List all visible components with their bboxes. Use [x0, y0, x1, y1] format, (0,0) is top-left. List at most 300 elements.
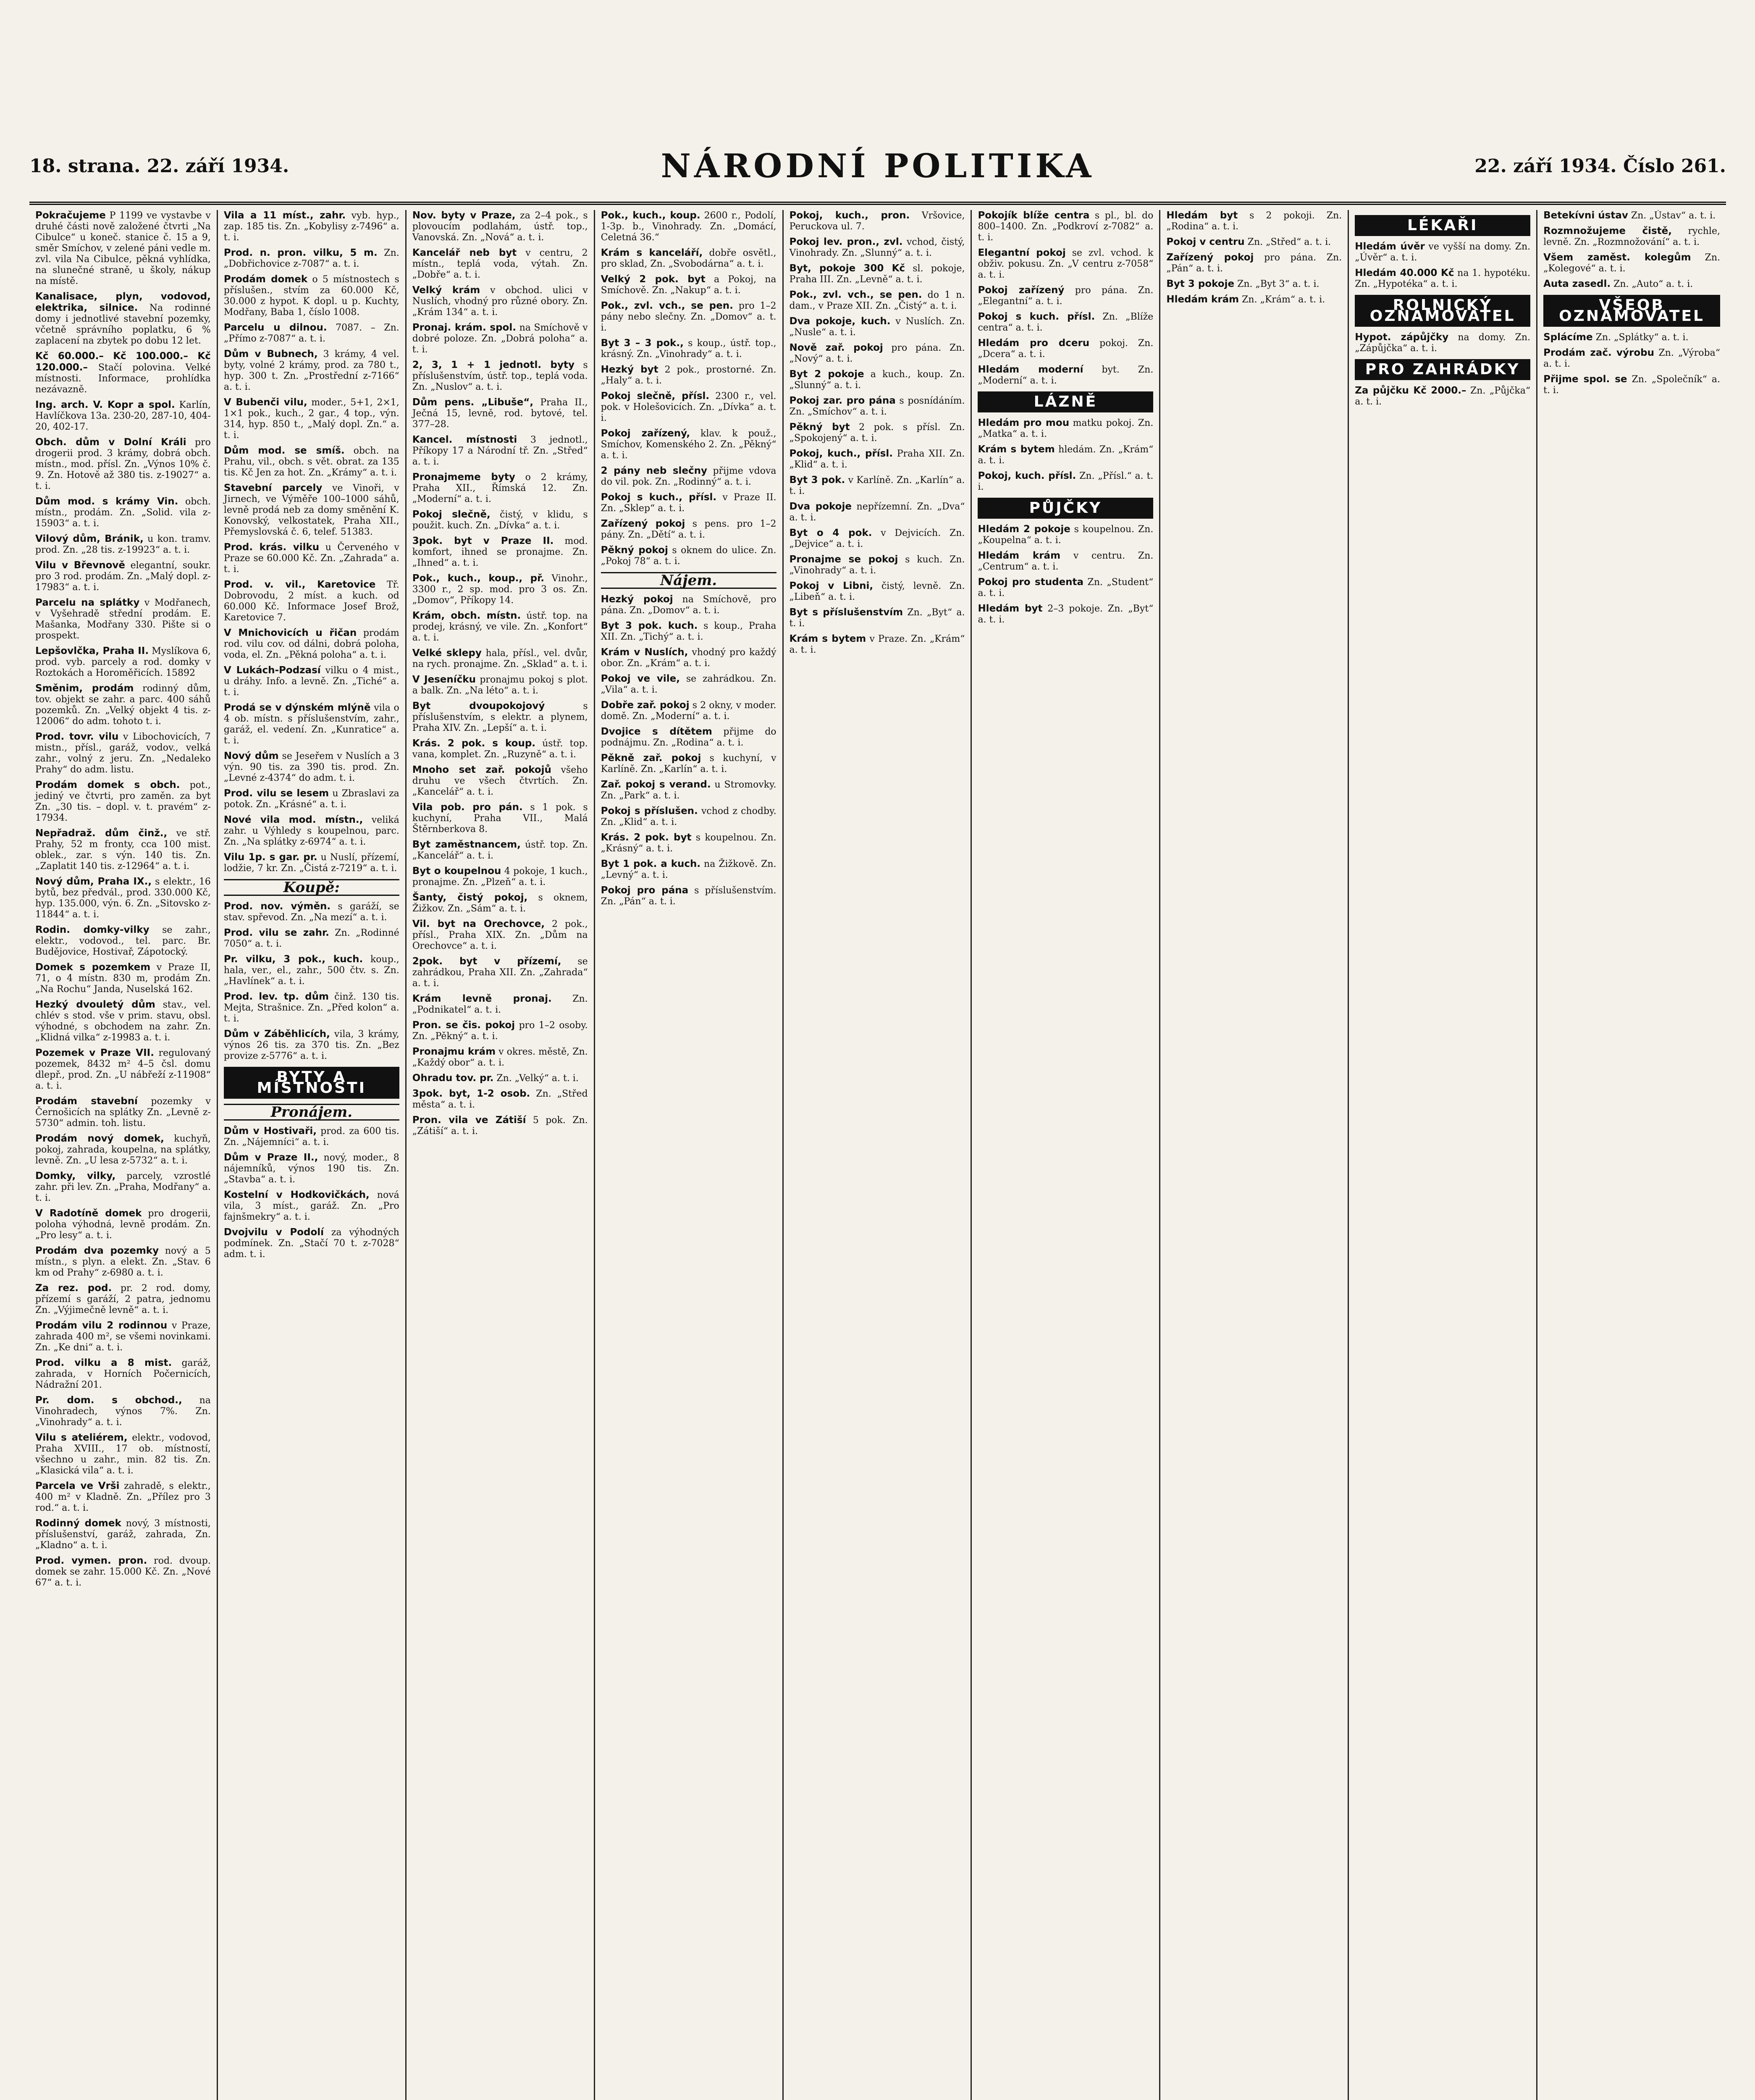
ad-body: 2300 r., vel. pok. v Holešovicích. Zn. „Dívka“ a. t. i.: [601, 391, 777, 423]
ad-body: v Dejvicích. Zn. „Dejvice“ a. t. i.: [789, 528, 965, 549]
ad-body: vila, 3 krámy, výnos 26 tis. za 370 tis. Zn. „Bez provize z-5776“ a. t. i.: [223, 1029, 399, 1061]
ad-headline: Pokojík blíže centra: [978, 210, 1090, 221]
ad-headline: Prodám stavební: [35, 1096, 138, 1107]
ad-body: o 2 krámy, Praha XII., Římská 12. Zn. „Moderní“ a. t. i.: [412, 472, 588, 504]
ad-body: nový, 3 místnosti, příslušenství, garáž, zahrada, Zn. „Kladno“ a. t. i.: [35, 1518, 211, 1551]
ad-body: Zn. „Blíže centra“ a. t. i.: [978, 312, 1154, 333]
ad-body: Praha XII. Zn. „Klid“ a. t. i.: [789, 449, 965, 470]
ad-headline: Prodám domek s obch.: [35, 780, 180, 790]
classified-ad: [790, 395, 965, 417]
ad-body: pot., jediný ve čtvrti, pro zaměn. za byt Zn. „30 tis. – dopl. v. t. pravém“ z-17934.: [35, 780, 211, 823]
classified-ad: [978, 311, 1153, 333]
ad-headline: Prod. lev. tp. dům: [223, 991, 329, 1002]
classified-ad: [978, 364, 1153, 386]
ad-headline: Kancelář neb byt: [412, 247, 517, 258]
ad-body: s pens. pro 1–2 pány. Zn. „Dětí“ a. t. i.: [601, 519, 777, 540]
ad-body: moder., 5+1, 2×1, 1×1 pok., kuch., 2 gar., 4 top., výn. 314, hyp. 850 t., „Malý dopl. Zn.“ a. t. i.: [223, 397, 399, 441]
ad-body: Zn. „Podnikatel“ a. t. i.: [412, 994, 588, 1015]
ad-body: s kuch. Zn. „Vinohrady“ a. t. i.: [789, 554, 965, 576]
classified-ad: [412, 866, 588, 888]
ad-headline: Hledám pro mou: [978, 417, 1070, 428]
classified-ad: [224, 1126, 399, 1148]
classified-ad: [35, 1047, 211, 1092]
classified-ad: [412, 839, 588, 861]
ad-headline: Krám s bytem: [978, 444, 1055, 455]
ad-headline: V Radotíně domek: [35, 1208, 142, 1219]
ad-body: nepřízemní. Zn. „Dva“ a. t. i.: [789, 501, 965, 523]
classified-ad: [35, 780, 211, 824]
classified-ad: [601, 594, 777, 616]
ad-body: pozemky v Černošicích na splátky Zn. „Levně z-5730“ admin. toh. listu.: [35, 1096, 211, 1129]
classified-ad: [1543, 210, 1720, 221]
classified-ad: [412, 472, 588, 505]
ad-headline: Dům v Hostivaři,: [223, 1126, 317, 1137]
ad-body: 2600 r., Podolí, 1-3p. b., Vinohrady. Zn. „Domácí, Celetná 36.“: [601, 210, 777, 243]
classified-ad: [35, 1096, 211, 1129]
ad-headline: Auta zasedl.: [1543, 278, 1611, 289]
ad-body: se zahrádkou, Praha XII. Zn. „Zahrada“ a. t. i.: [412, 956, 588, 989]
ad-headline: Prodám zač. výrobu: [1543, 347, 1655, 358]
classified-ad: [1355, 241, 1530, 263]
ad-body: za 2–4 pok., s plovoucím podlahám, ústř. top., Vanovská. Zn. „Nová“ a. t. i.: [412, 210, 588, 243]
ad-body: hala, přísl., vel. dvůr, na rych. pronajme. Zn. „Sklad“ a. t. i.: [412, 648, 588, 669]
ad-headline: Byt dvoupokojový: [412, 701, 545, 711]
classified-ad: [35, 731, 211, 775]
ad-body: elegantní, soukr. pro 3 rod. prodám. Zn. „Malý dopl. z-17983“ a. t. i.: [35, 560, 211, 593]
classified-ad: [978, 285, 1153, 307]
classified-ad: [1355, 332, 1530, 354]
ad-body: vilku o 4 mist., u dráhy. Info. a levně. Zn. „Tiché“ a. t. i.: [223, 665, 399, 698]
ad-body: Zn. „Rodinné 7050“ a. t. i.: [223, 928, 399, 949]
classified-ad: [601, 806, 777, 828]
ad-body: s oknem do ulice. Zn. „Pokoj 78“ a. t. i.: [601, 545, 777, 567]
classified-ad: [978, 210, 1153, 243]
classified-ad: [412, 701, 588, 734]
classified-ad: [35, 1283, 211, 1316]
classified-ad: [35, 828, 211, 872]
ad-body: 5 pok. Zn. „Zátiší“ a. t. i.: [412, 1115, 588, 1137]
ad-headline: V Lukách-Podzasí: [223, 665, 321, 676]
classified-ad: [1543, 226, 1720, 248]
ad-headline: Šanty, čistý pokoj,: [412, 892, 528, 903]
ad-headline: Pěkný byt: [789, 422, 850, 433]
classified-ad: [412, 919, 588, 952]
ad-headline: Pokoj v Libni,: [789, 580, 874, 591]
ad-body: ústř. top. na prodej, krásný, ve vile. Zn. „Konfort“ a. t. i.: [412, 611, 588, 643]
column-6: [972, 210, 1160, 2100]
section-heading-lazne: LÁZNĚ: [978, 391, 1153, 412]
ad-headline: Pronaj. krám. spol.: [412, 322, 516, 333]
ad-body: stav., vel. chlév s stod. vše v prim. stavu, obsl. výhodné, s obchodem na zahr. Zn. „Klidná vilka“ z-19983 a. t. i.: [35, 1000, 211, 1043]
ad-headline: Byt s příslušenstvím: [789, 607, 903, 618]
classified-ad: [35, 1208, 211, 1241]
classified-ad: [35, 1480, 211, 1514]
ad-body: rodinný dům, tov. objekt se zahr. a parc. 400 sáhů pozemků. Zn. „Velký objekt 4 tis. z-12006“ do adm. tohoto t. i.: [35, 683, 211, 727]
ad-headline: Nový dům, Praha IX.,: [35, 876, 152, 887]
classified-ad: [978, 577, 1153, 599]
classified-ad: [412, 360, 588, 393]
ad-body: na domy. Zn. „Zápůjčka“ a. t. i.: [1355, 332, 1531, 354]
ad-headline: Nový dům: [223, 751, 279, 761]
classified-ad: [224, 665, 399, 698]
ad-body: pro pána. Zn. „Nový“ a. t. i.: [789, 343, 965, 364]
ad-headline: Pokoj pro pána: [601, 885, 689, 896]
classified-ad: [412, 1088, 588, 1110]
classified-ad: [412, 285, 588, 318]
classified-ad: [601, 274, 777, 296]
ad-body: na Smíchově v dobré poloze. Zn. „Dobrá poloha“ a. t. i.: [412, 323, 588, 355]
ad-body: všeho druhu ve všech čtvrtích. Zn. „Kancelář“ a. t. i.: [412, 765, 588, 797]
ad-headline: Pr. vilku, 3 pok., kuch.: [223, 954, 363, 965]
ad-headline: Dům pens. „Libuše“,: [412, 397, 534, 408]
ad-headline: Splácíme: [1543, 332, 1593, 343]
classified-ad: [978, 247, 1153, 281]
ad-body: obch. místn., prodám. Zn. „Solid. vila z-15903“ a. t. i.: [35, 496, 211, 529]
ad-headline: Nov. byty v Praze,: [412, 210, 516, 221]
ad-headline: Pokoj zařízený,: [601, 428, 690, 439]
classified-ad: [224, 852, 399, 874]
ad-body: nový a 5 místn., s plyn. a elekt. Zn. „Stav. 6 km od Prahy“ z-6980 a. t. i.: [35, 1246, 211, 1278]
classified-ad: [601, 620, 777, 643]
ad-headline: Prod. v. vil., Karetovice: [223, 579, 376, 590]
ad-body: Praha II., Ječná 15, levně, rod. bytové, tel. 377–28.: [412, 397, 588, 430]
classified-ad: [35, 876, 211, 920]
ad-body: se Jeseřem v Nuslích a 3 výn. 90 tis. za 390 tis. prod. Zn. „Levné z-4374“ do adm. t. i.: [223, 751, 399, 783]
ad-body: Na rodinné domy i jednotlivé stavební pozemky, včetně správního poplatku, 6 % zaplacení na zbytek po dobu 12 let.: [35, 303, 211, 346]
classified-ad: [224, 901, 399, 923]
ad-body: 2 pok. s přísl. Zn. „Spokojený“ a. t. i.: [789, 422, 965, 444]
ad-body: vchod z chodby. Zn. „Klid“ a. t. i.: [601, 806, 777, 827]
ad-headline: Velký krám: [412, 285, 480, 296]
ad-body: byt. Zn. „Moderní“ a. t. i.: [978, 365, 1154, 386]
ad-body: Zn. „Přísl.“ a. t. i.: [978, 471, 1154, 492]
ad-headline: Zařízený pokoj: [601, 518, 685, 529]
ad-body: o 5 místnostech s příslušen., stvím za 60.000 Kč, 30.000 z hypot. K dopl. u p. Kuchty, Modřany, Baba 1, číslo 1008.: [223, 274, 399, 318]
ad-body: zahradě, s elektr., 400 m² v Kladně. Zn. „Přílez pro 3 rod.“ a. t. i.: [35, 1481, 211, 1513]
ad-body: za výhodných podmínek. Zn. „Stačí 70 t. z-7028“ adm. t. i.: [223, 1227, 399, 1260]
ad-headline: Za půjčku Kč 2000.–: [1355, 385, 1466, 396]
ad-body: u Zbraslavi za potok. Zn. „Krásné“ a. t. i.: [223, 788, 399, 810]
ad-body: s koup., Praha XII. Zn. „Tichý“ a. t. i.: [601, 621, 777, 642]
ad-body: s kuchyní, v Karlíně. Zn. „Karlín“ a. t. i.: [601, 753, 777, 774]
section-heading-koupe: Koupě:: [224, 879, 399, 896]
ad-body: prodám rod. vilu cov. od dálni, dobrá poloha, voda, el. Zn. „Pěkná poloha“ a. t. i.: [223, 628, 399, 660]
ad-body: Zn. „Auto“ a. t. i.: [1611, 279, 1693, 289]
ad-body: čistý, v klidu, s použit. kuch. Zn. „Dívka“ a. t. i.: [412, 509, 588, 531]
ad-headline: Prod. vilku a 8 mist.: [35, 1357, 172, 1368]
ad-headline: Vilu 1p. s gar. pr.: [223, 852, 317, 863]
section-heading-byty: BYTY A MÍSTNOSTI: [224, 1067, 399, 1099]
ad-headline: Pok., kuch., koup., př.: [412, 573, 544, 584]
ad-body: 3 jednotl., Příkopy 17 a Národní tř. Zn. „Střed“ a. t. i.: [412, 435, 588, 467]
ad-body: Myslíkova 6, prod. vyb. parcely a rod. domky v Roztokách a Horoměřicích. 15892: [35, 646, 211, 678]
ad-headline: Pok., zvl. vch., se pen.: [601, 300, 733, 311]
ad-body: vyb. hyp., zap. 185 tis. Zn. „Kobylisy z-7496“ a. t. i.: [223, 210, 399, 243]
classified-ad: [412, 509, 588, 531]
ad-body: na Žižkově. Zn. „Levný“ a. t. i.: [601, 859, 777, 880]
ad-headline: Vila a 11 míst., zahr.: [223, 210, 346, 221]
classified-ad: [224, 702, 399, 746]
classified-ad: [601, 885, 777, 907]
ad-headline: Hezký pokoj: [601, 594, 673, 605]
classified-ad: [224, 579, 399, 623]
classified-ad: [601, 753, 777, 775]
classified-ad: [35, 496, 211, 529]
ad-body: Zn. „Kolegové“ a. t. i.: [1543, 252, 1720, 274]
ad-body: se zvl. vchod. k obživ. pokusu. Zn. „V centru z-7058“ a. t. i.: [978, 248, 1154, 280]
ad-headline: Pronajmeme byty: [412, 472, 515, 483]
ad-headline: Domek s pozemkem: [35, 962, 151, 973]
classified-ad: [790, 342, 965, 365]
ad-headline: Přijme spol. se: [1543, 374, 1627, 385]
classified-ad: [412, 1073, 588, 1084]
column-4: [595, 210, 784, 2100]
ad-body: v Praze II, 71, o 4 místn. 830 m, prodám Zn. „Na Rochu“ Janda, Nuselská 162.: [35, 962, 211, 995]
classified-ad: [601, 210, 777, 243]
ad-headline: Krás. 2 pok. s koup.: [412, 738, 536, 749]
ad-headline: Vil. byt na Orechovce,: [412, 919, 545, 929]
ad-body: Tř. Dobrovodu, 2 míst. a kuch. od 60.000 Kč. Informace Josef Brož, Karetovice 7.: [223, 580, 399, 623]
ad-headline: Krám s bytem: [789, 633, 866, 644]
ad-headline: Hledám byt: [978, 603, 1043, 614]
ad-headline: Byt 1 pok. a kuch.: [601, 858, 701, 869]
classified-ad: [412, 1115, 588, 1137]
classified-ad: [224, 322, 399, 344]
ad-headline: Pokoj s kuch., přísl.: [601, 492, 717, 503]
ad-headline: Kancel. místnosti: [412, 434, 517, 445]
section-heading-najem: Nájem.: [601, 572, 777, 589]
ad-headline: Krás. 2 pok. byt: [601, 832, 692, 843]
ad-headline: Byt zaměstnancem,: [412, 839, 521, 850]
ad-body: elektr., vodovod, Praha XVIII., 17 ob. místností, všechno u zahr., min. 82 tis. Zn. „Klasická vila“ a. t. i.: [35, 1433, 211, 1476]
ad-body: s příslušenstvím, ústř. top., teplá voda. Zn. „Nuslov“ a. t. i.: [412, 360, 588, 392]
classified-ad: [601, 832, 777, 854]
classified-ad: [412, 610, 588, 643]
ad-body: v Praze II. Zn. „Sklep“ a. t. i.: [601, 492, 777, 514]
section-heading-vseob: VŠEOB OZNAMOVATEL: [1543, 295, 1720, 327]
classified-ad: [978, 338, 1153, 360]
ad-headline: Všem zaměst. kolegům: [1543, 252, 1691, 263]
ad-headline: Byt 3 – 3 pok.,: [601, 338, 684, 349]
classified-ad: [35, 291, 211, 346]
ad-body: Zn. „Byt 3“ a. t. i.: [1234, 279, 1320, 289]
classified-ad: [601, 300, 777, 333]
ad-headline: Prod. nov. výměn.: [223, 901, 331, 912]
section-heading-pronajem: Pronájem.: [224, 1104, 399, 1121]
ad-headline: Dům v Záběhlicích,: [223, 1029, 330, 1040]
ad-headline: Prod. vilu se lesem: [223, 788, 329, 799]
ad-headline: 3pok. byt v Praze II.: [412, 536, 554, 546]
ad-body: v Praze. Zn. „Krám“ a. t. i.: [789, 634, 965, 655]
ad-headline: Pokoj slečně, přísl.: [601, 391, 710, 402]
classified-ad: [224, 927, 399, 950]
ad-headline: Dům v Praze II.,: [223, 1152, 318, 1163]
ad-headline: Hledám byt: [1166, 210, 1238, 221]
column-3: [407, 210, 595, 2100]
ad-headline: Vilu s ateliérem,: [35, 1432, 128, 1443]
ad-headline: Rozmnožujeme čistě,: [1543, 226, 1672, 236]
ad-headline: 2 pány neb slečny: [601, 465, 707, 476]
classified-ad: [601, 673, 777, 696]
ad-headline: Pokoj zar. pro pána: [789, 395, 896, 406]
ad-headline: Pok., kuch., koup.: [601, 210, 700, 221]
ad-body: Zn. „Výroba“ a. t. i.: [1543, 348, 1720, 369]
ad-headline: Prod. n. pron. vilku, 5 m.: [223, 247, 378, 258]
classified-ad: [224, 349, 399, 393]
classified-ad: [1355, 385, 1530, 407]
ad-headline: Parcelu na splátky: [35, 597, 140, 608]
ad-body: Zn. „Dobřichovice z-7087“ a. t. i.: [223, 248, 399, 269]
classified-ad: [790, 607, 965, 629]
classified-ad: [601, 247, 777, 270]
newspaper-title: NÁRODNÍ POLITIKA: [661, 147, 1095, 185]
classified-ad: [978, 417, 1153, 440]
ad-headline: Byt 3 pokoje: [1166, 278, 1235, 289]
classified-ad: [224, 397, 399, 441]
classified-ad: [224, 483, 399, 538]
ad-headline: Byt 2 pokoje: [789, 369, 864, 380]
ad-body: dobře osvětl., pro sklad, Zn. „Svobodárna“ a. t. i.: [601, 248, 777, 269]
ad-headline: Betekívni ústav: [1543, 210, 1628, 221]
ad-body: hledám. Zn. „Krám“ a. t. i.: [978, 444, 1154, 466]
ad-body: a Pokoj, na Smíchově. Zn. „Nakup“ a. t. i.: [601, 274, 777, 296]
ad-body: ústř. top. Zn. „Kancelář“ a. t. i.: [412, 840, 588, 861]
ad-headline: Prodám nový domek,: [35, 1133, 164, 1144]
section-heading-pujcky: PŮJČKY: [978, 498, 1153, 519]
classified-ad: [412, 322, 588, 355]
column-8: [1349, 210, 1537, 2100]
ad-headline: 2, 3, 1 + 1 jednotl. byty: [412, 360, 575, 370]
ad-headline: Elegantní pokoj: [978, 247, 1066, 258]
classified-ad: [601, 492, 777, 514]
ad-headline: V Mnichovicích u řičan: [223, 627, 357, 638]
ad-headline: Byt 3 pok.: [789, 475, 845, 486]
ad-body: sl. pokoje, Praha III. Zn. „Levně“ a. t. i.: [789, 263, 965, 285]
classified-ad: [790, 528, 965, 550]
ad-headline: Pokoj ve vile,: [601, 673, 680, 684]
ad-headline: Zařízený pokoj: [1166, 252, 1254, 263]
ad-body: Zn. „Velký“ a. t. i.: [493, 1073, 579, 1084]
ad-body: ve vyšší na domy. Zn. „Úvěr“ a. t. i.: [1355, 242, 1531, 263]
ad-headline: Parcela ve Vrši: [35, 1480, 120, 1491]
ad-body: rod. dvoup. domek se zahr. 15.000 Kč. Zn. „Nové 67“ a. t. i.: [35, 1556, 211, 1588]
ad-body: Zn. „Půjčka“ a. t. i.: [1355, 386, 1531, 407]
classified-ad: [978, 603, 1153, 625]
ad-body: Zn. „Krám“ a. t. i.: [1239, 294, 1325, 305]
classified-ad: [790, 580, 965, 603]
ad-headline: Prod. tovr. vilu: [35, 731, 119, 742]
ad-headline: Obch. dům v Dolní Králi: [35, 437, 186, 448]
ad-body: pro drogerii prod. 3 krámy, dobrá obch. místn., mod. přísl. Zn. „Výnos 10% č. 9. Zn. Hotově až 380 tis. z-19027“ a. t. i.: [35, 437, 211, 491]
classified-ad: [1543, 278, 1720, 290]
section-heading-lekari: LÉKAŘI: [1355, 215, 1530, 236]
section-heading-zahradky: PRO ZAHRÁDKY: [1355, 359, 1530, 380]
ad-headline: Krám v Nuslích,: [601, 647, 688, 658]
ad-headline: Krám s kanceláří,: [601, 247, 703, 258]
classified-ad: [1355, 268, 1530, 290]
ad-headline: Pokoj v centru: [1166, 236, 1245, 247]
ad-body: ve Vinoři, v Jirnech, ve Výměře 100–1000 sáhů, levně prodá neb za domy směnění K. Konovský, velkostatek, Praha XII., Přemyslovská č. 6, telef. 51383.: [223, 483, 399, 537]
ad-headline: Pěkný pokoj: [601, 545, 668, 556]
classified-ad: [35, 999, 211, 1043]
ad-body: koup., hala, ver., el., zahr., 500 čtv. s. Zn. „Havlínek“ a. t. i.: [223, 954, 399, 987]
ad-body: 7087. – Zn. „Přímo z-7087“ a. t. i.: [223, 323, 399, 344]
ad-headline: Pronajme se pokoj: [789, 554, 898, 565]
ad-headline: Rodinný domek: [35, 1518, 121, 1529]
ad-headline: Pokoj zařízený: [978, 285, 1065, 296]
classified-ad: [601, 700, 777, 722]
classified-ad: [412, 210, 588, 243]
ad-body: na Vinohradech, výnos 7%. Zn. „Vinohrady“ a. t. i.: [35, 1395, 211, 1428]
classified-ad: [601, 338, 777, 360]
classified-ad: [978, 550, 1153, 572]
classified-ad: [790, 475, 965, 497]
classified-ad: [601, 465, 777, 488]
ad-body: pro pána. Zn. „Elegantní“ a. t. i.: [978, 285, 1154, 307]
ad-body: v Praze, zahrada 400 m², se všemi novinkami. Zn. „Ke dni“ a. t. i.: [35, 1320, 211, 1353]
classified-ad: [412, 674, 588, 696]
ad-headline: Vila pob. pro pán.: [412, 802, 523, 813]
classified-ad: [224, 1152, 399, 1185]
masthead: [29, 139, 1726, 205]
ad-body: Karlín, Havlíčkova 13a. 230-20, 287-10, 404-20, 402-17.: [35, 400, 211, 432]
ad-body: prod. za 600 tis. Zn. „Nájemníci“ a. t. i.: [223, 1126, 399, 1147]
ad-body: s elektr., 16 bytů, bez předvál., prod. 330.000 Kč, hyp. 135.000, výn. 6. Zn. „Sitovsko z-11844“ a. t. i.: [35, 877, 211, 920]
classified-ad: [224, 1227, 399, 1260]
ad-body: 3 krámy, 4 vel. byty, volné 2 krámy, prod. za 780 t., hyp. 300 t. Zn. „Prostřední z-7166“ a. t. i.: [223, 349, 399, 392]
classified-ad: [601, 364, 777, 386]
classified-ad: [412, 648, 588, 670]
ad-headline: Pron. vila ve Zátiší: [412, 1115, 526, 1126]
ad-body: pokoj. Zn. „Dcera“ a. t. i.: [978, 338, 1154, 360]
ad-headline: V Jeseníčku: [412, 674, 476, 685]
ad-headline: Kanalisace, plyn, vodovod, elektrika, silnice.: [35, 291, 211, 313]
ad-body: Zn. „Splátky“ a. t. i.: [1592, 332, 1689, 343]
ad-body: v centru, 2 místn., teplá voda, výtah. Zn. „Dobře“ a. t. i.: [412, 248, 588, 280]
ad-body: rychle, levně. Zn. „Rozmnožování“ a. t. i.: [1543, 226, 1720, 247]
ad-body: klav. k použ., Smíchov, Komenského 2. Zn. „Pěkný“ a. t. i.: [601, 428, 777, 461]
ad-headline: Kč 60.000.– Kč 100.000.– Kč 120.000.–: [35, 351, 211, 373]
ad-body: pr. 2 rod. domy, přízemí s garáží, 2 patra, jednomu Zn. „Výjimečně levně“ a. t. i.: [35, 1283, 211, 1315]
classified-ad: [790, 369, 965, 391]
classified-ad: [35, 597, 211, 641]
classified-ad: [224, 274, 399, 318]
ad-body: v Libochovicích, 7 mistn., přísl., garáž, vodov., velká zahr., volný z jeru. Zn. „Nedaleko Prahy“ do adm. listu.: [35, 732, 211, 775]
ad-body: se zahr., elektr., vodovod., tel. parc. Br. Budějovice, Hostivař, Zápotocký.: [35, 925, 211, 957]
ad-headline: Nově zař. pokoj: [789, 342, 883, 353]
ad-headline: Dům mod. s krámy Vin.: [35, 496, 178, 507]
ad-body: u Stromovky. Zn. „Park“ a. t. i.: [601, 780, 777, 801]
ad-body: pronajmu pokoj s plot. a balk. Zn. „Na léto“ a. t. i.: [412, 675, 588, 696]
ad-body: pro pána. Zn. „Pán“ a. t. i.: [1166, 252, 1342, 274]
classified-ad: [412, 1046, 588, 1068]
ad-body: Zn. „Společník“ a. t. i.: [1543, 374, 1720, 396]
ad-body: Zn. „Byt“ a. t. i.: [789, 607, 965, 629]
ad-headline: Pok., zvl. vch., se pen.: [789, 289, 922, 300]
classified-ad: [35, 1432, 211, 1476]
ad-headline: Směnim, prodám: [35, 683, 134, 694]
ad-body: Vršovice, Peruckova ul. 7.: [789, 210, 965, 232]
ad-body: s garáží, se stav. spřevod. Zn. „Na mezí“ a. t. i.: [223, 901, 399, 923]
classified-ad: [412, 993, 588, 1016]
ad-headline: Prod. vilu se zahr.: [223, 927, 329, 938]
classified-ad: [35, 351, 211, 395]
ad-headline: Prodá se v dýnském mlýně: [223, 702, 371, 713]
classified-ad: [35, 1555, 211, 1588]
issue-date: 22. září 1934. Číslo 261.: [1474, 155, 1726, 177]
ad-headline: Hledám úvěr: [1355, 241, 1425, 252]
ad-headline: Prod. vymen. pron.: [35, 1555, 147, 1566]
